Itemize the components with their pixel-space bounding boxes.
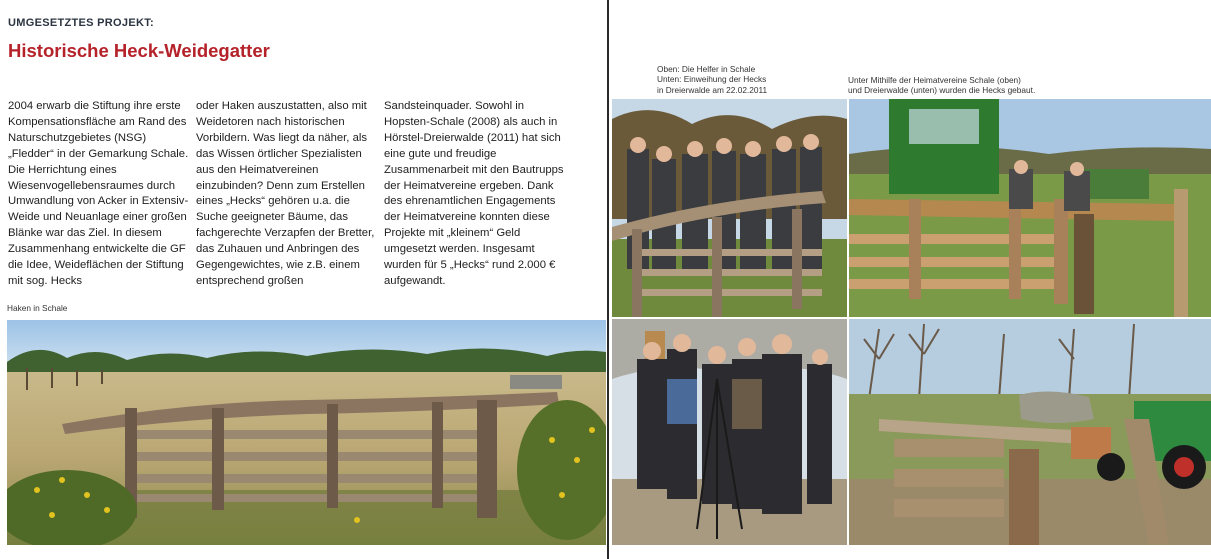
left-photo-caption: Haken in Schale (7, 303, 68, 313)
paragraph-2: oder Haken auszustatten, also mit Weidetoren nach historischen Vorbildern. Was liegt da näher, als das Wissen örtlicher Spezialisten aus den Heimatvereinen einzubinden? Denn zum Erstellen eines „Hecks“ gehören u.a. die Suche geeigneter Bäume, das fachgerechte Verzapfen der Bretter, das Zuhauen und Anbringen des Gegengewichtes, wie z.B. einem entsprechend großen (196, 100, 375, 287)
caption-construction-line-1: Unter Mithilfe der Heimatvereine Schale (oben) (848, 75, 1021, 85)
article-title: Historische Heck-Weidegatter (8, 40, 270, 61)
photo-gate-dreierwalde (849, 319, 1211, 545)
text-column-3 (384, 99, 569, 290)
section-kicker: UMGESETZTES PROJEKT: (8, 17, 154, 29)
paragraph-1: 2004 erwarb die Stiftung ihre erste Kompensationsfläche am Rand des Naturschutzgebietes (NSG) „Fledder“ in der Gemarkung Schale. Die Herrichtung eines Wiesenvogellebensraumes durch Umwandlung von Acker in Extensiv-Weide und Neuanlage einer großen Blänke war das Ziel. In diesem Zusammenhang entwickelte die GF die Idee, Weideflächen der Stiftung mit sog. Hecks (8, 100, 189, 287)
paragraph-3: Sandsteinquader. Sowohl in Hopsten-Schale (2008) als auch in Hörstel-Dreierwalde (2011) hat sich eine gute und freudige Zusammenarbeit mit den Bautrupps der Heimatvereine ergeben. Dank des ehrenamtlichen Engagements der Heimatvereine konnten diese Projekte mit „kleinem“ Geld umgesetzt werden. Insgesamt wurden für 5 „Hecks“ rund 2.000 € aufgewandt. (384, 100, 564, 287)
text-column-2 (196, 99, 381, 290)
caption-helpers-line-1: Oben: Die Helfer in Schale (657, 64, 756, 74)
caption-helpers (657, 64, 767, 95)
photo-gate-in-schale (7, 320, 606, 545)
caption-helpers-line-3: in Dreierwalde am 22.02.2011 (657, 84, 768, 95)
right-page (609, 0, 1211, 559)
caption-construction-line-2: und Dreierwalde (unten) wurden die Hecks gebaut. (848, 85, 1036, 96)
photo-construction-tractor (849, 99, 1211, 317)
caption-construction (848, 75, 1035, 96)
caption-helpers-line-2: Unten: Einweihung der Hecks (657, 74, 767, 85)
photo-inauguration-dreierwalde (612, 319, 847, 545)
photo-helpers-schale (612, 99, 847, 317)
text-column-1 (8, 99, 193, 290)
